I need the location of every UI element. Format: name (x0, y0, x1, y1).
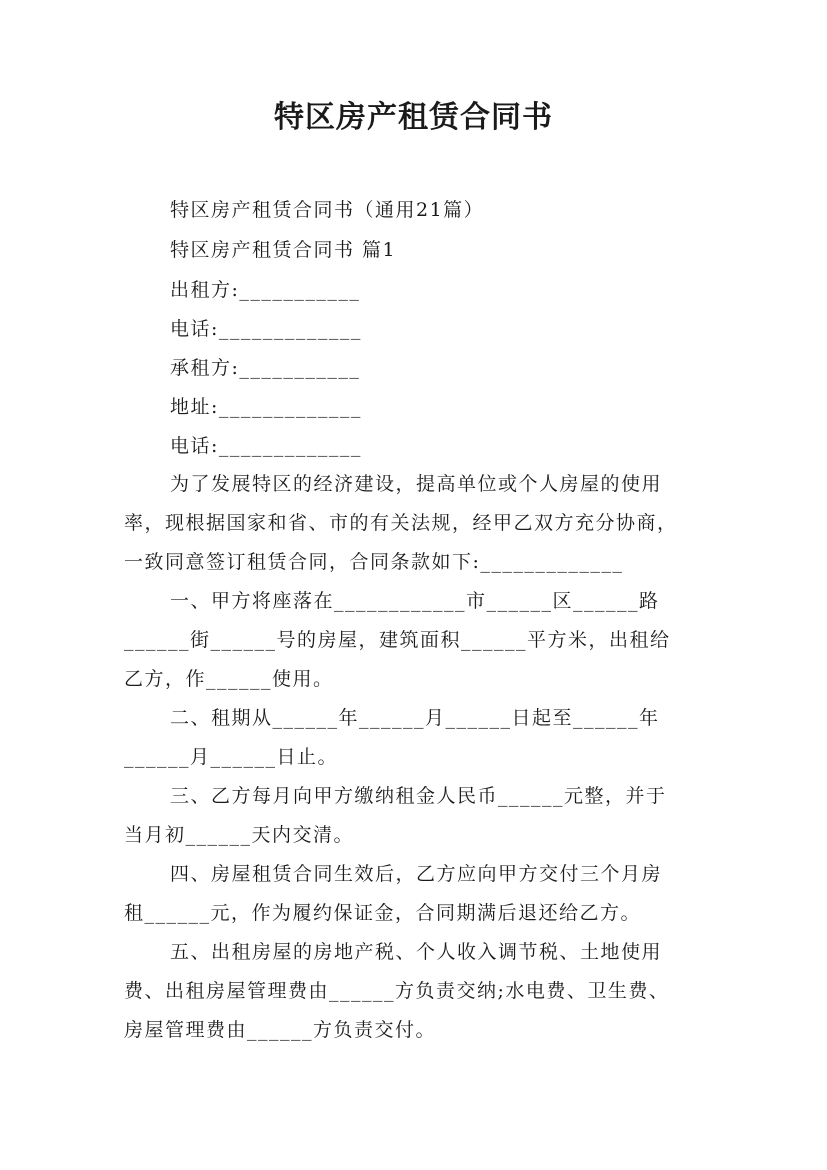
clause-1-line: ______街______号的房屋，建筑面积______平方米，出租给 (124, 629, 671, 651)
clause-1-line: 乙方，作______使用。 (124, 668, 334, 690)
lessee-field: 承租方:___________ (170, 357, 361, 379)
address-field: 地址:_____________ (170, 396, 362, 418)
subtitle-line: 特区房产租赁合同书（通用21篇） (170, 199, 485, 221)
clause-2-line: ______月______日止。 (124, 746, 339, 768)
document-title: 特区房产租赁合同书 (274, 100, 553, 135)
lessee-phone-field: 电话:_____________ (170, 435, 362, 457)
clause-3-line: 三、乙方每月向甲方缴纳租金人民币______元整，并于 (170, 785, 667, 807)
clause-4-line: 四、房屋租赁合同生效后，乙方应向甲方交付三个月房 (170, 863, 663, 885)
clause-5-line: 房屋管理费由______方负责交付。 (124, 1019, 437, 1041)
lessor-phone-field: 电话:_____________ (170, 318, 362, 340)
paragraph-line: 为了发展特区的经济建设，提高单位或个人房屋的使用 (170, 473, 663, 495)
clause-1-line: 一、甲方将座落在____________市______区______路 (170, 590, 660, 612)
clause-5-line: 五、出租房屋的房地产税、个人收入调节税、土地使用 (170, 941, 663, 963)
paragraph-line: 一致同意签订租赁合同，合同条款如下:_____________ (124, 551, 624, 573)
clause-3-line: 当月初______天内交清。 (124, 824, 355, 846)
clause-4-line: 租______元，作为履约保证金，合同期满后退还给乙方。 (124, 902, 642, 924)
lessor-field: 出租方:___________ (170, 279, 361, 301)
paragraph-line: 率，现根据国家和省、市的有关法规，经甲乙双方充分协商， (124, 512, 678, 534)
section-heading: 特区房产租赁合同书 篇1 (170, 239, 397, 261)
clause-2-line: 二、租期从______年______月______日起至______年 (170, 707, 660, 729)
clause-5-line: 费、出租房屋管理费由______方负责交纳;水电费、卫生费、 (124, 980, 670, 1002)
